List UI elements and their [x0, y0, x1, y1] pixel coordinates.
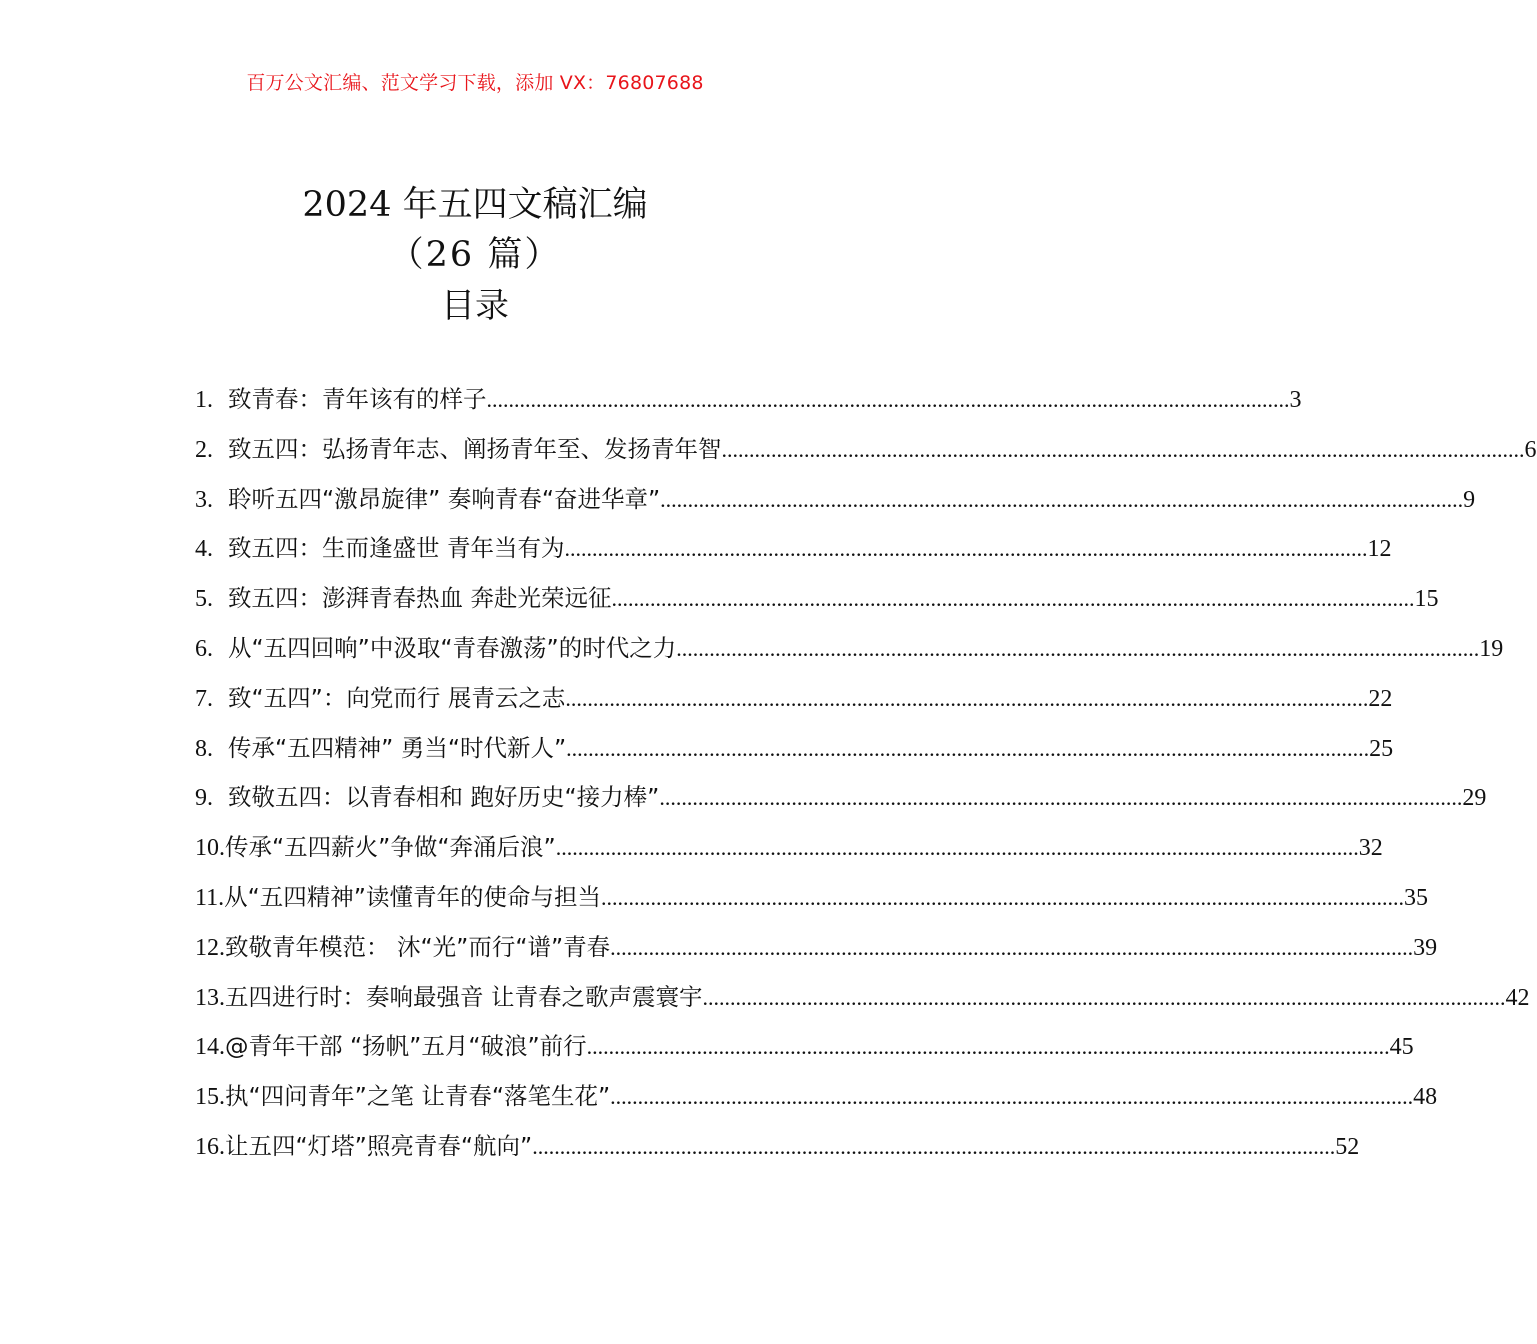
toc-entry-page: 6 [1524, 436, 1537, 463]
toc-entry-page: 39 [1413, 934, 1438, 961]
toc-entry[interactable] [195, 729, 1394, 779]
toc-entry-number: 11. [195, 884, 225, 911]
toc-entry-number: 14. [195, 1034, 225, 1061]
toc-entry[interactable] [195, 828, 1383, 878]
toc-entry-title: 五四进行时：奏响最强音 让青春之歌声震寰宇 [225, 982, 703, 1011]
toc-entry-page: 45 [1389, 1034, 1414, 1061]
toc-entry-page: 12 [1367, 536, 1392, 563]
toc-dot-leader [660, 487, 1463, 513]
toc-entry-page: 25 [1369, 735, 1394, 762]
toc-entry[interactable] [195, 579, 1439, 629]
toc-entry-title: 致五四：弘扬青年志、阐扬青年至、发扬青年智 [228, 434, 722, 463]
toc-entry-title: 致敬青年模范： 沐“光”而行“谱”青春 [225, 932, 611, 961]
toc-entry-number: 15. [195, 1084, 225, 1111]
table-of-contents [195, 380, 1537, 1177]
toc-entry-page: 3 [1289, 387, 1302, 413]
toc-entry-number: 3. [195, 486, 213, 513]
toc-entry-title: 从“五四精神”读懂青年的使命与担当 [224, 882, 601, 911]
toc-entry-title: 致五四：澎湃青春热血 奔赴光荣远征 [228, 584, 612, 613]
header-contact-note: 百万公文汇编、范文学习下载，添加 VX：76807688 [246, 72, 704, 94]
toc-entry[interactable] [195, 778, 1487, 828]
toc-entry-number: 4. [195, 536, 213, 563]
toc-entry[interactable] [195, 629, 1504, 679]
toc-entry-title: 聆听五四“激昂旋律” 奏响青春“奋进华章” [228, 484, 661, 513]
toc-entry-page: 52 [1335, 1133, 1360, 1160]
toc-entry-title: 从“五四回响”中汲取“青春激荡”的时代之力 [228, 633, 677, 662]
toc-entry-title: 传承“五四精神” 勇当“时代新人” [228, 733, 567, 762]
toc-dot-leader [611, 586, 1414, 612]
toc-entry[interactable] [195, 1077, 1438, 1127]
toc-dot-leader [610, 935, 1413, 961]
toc-entry-number: 10. [195, 835, 225, 862]
toc-entry[interactable] [195, 978, 1530, 1028]
toc-entry-number: 16. [195, 1133, 225, 1160]
toc-heading: 目录 [441, 286, 509, 326]
title-block [0, 180, 950, 332]
toc-entry-title: 传承“五四薪火”争做“奔涌后浪” [225, 833, 556, 862]
toc-entry[interactable] [195, 1127, 1360, 1177]
toc-entry-page: 9 [1463, 486, 1476, 513]
toc-entry-title: 让五四“灯塔”照亮青春“航向” [225, 1131, 533, 1160]
toc-entry-page: 19 [1479, 635, 1504, 662]
toc-entry-title: 致五四：生而逢盛世 青年当有为 [228, 534, 565, 563]
toc-entry-title: 致“五四”：向党而行 展青云之志 [228, 683, 566, 712]
toc-entry[interactable] [195, 430, 1537, 480]
toc-entry[interactable] [195, 529, 1392, 579]
toc-dot-leader [722, 437, 1525, 463]
toc-entry-number: 8. [195, 735, 213, 762]
toc-entry[interactable] [195, 878, 1428, 928]
toc-entry-page: 42 [1505, 984, 1530, 1011]
toc-entry-number: 1. [195, 387, 213, 413]
toc-entry-page: 15 [1414, 586, 1439, 613]
toc-entry-page: 32 [1358, 835, 1383, 862]
toc-entry-page: 22 [1368, 685, 1393, 712]
toc-entry-title: 执“四问青年”之笔 让青春“落笔生花” [225, 1082, 611, 1111]
toc-dot-leader [601, 885, 1404, 911]
toc-dot-leader [564, 536, 1367, 562]
toc-dot-leader [532, 1134, 1335, 1160]
toc-entry-page: 29 [1462, 785, 1487, 812]
document-subtitle: （26 篇） [388, 235, 562, 275]
toc-entry-title: 致青春：青年该有的样子 [228, 385, 487, 413]
toc-entry-number: 6. [195, 635, 213, 662]
toc-dot-leader [587, 1034, 1390, 1060]
toc-entry-title: 致敬五四：以青春相和 跑好历史“接力棒” [228, 783, 660, 812]
toc-dot-leader [659, 785, 1462, 811]
toc-entry-number: 9. [195, 785, 213, 812]
toc-entry[interactable] [195, 928, 1438, 978]
toc-entry-page: 35 [1403, 884, 1428, 911]
toc-entry[interactable] [195, 380, 1302, 430]
toc-dot-leader [556, 835, 1359, 861]
toc-entry-number: 12. [195, 934, 225, 961]
toc-entry[interactable] [195, 1027, 1414, 1077]
toc-entry-number: 2. [195, 436, 213, 463]
toc-dot-leader [565, 686, 1368, 712]
toc-entry-page: 48 [1413, 1084, 1438, 1111]
toc-dot-leader [676, 636, 1479, 662]
toc-dot-leader [566, 736, 1369, 762]
toc-entry-title: @青年干部 “扬帆”五月“破浪”前行 [225, 1032, 587, 1061]
toc-entry-number: 5. [195, 586, 213, 613]
toc-entry-number: 7. [195, 685, 213, 712]
document-title: 2024 年五四文稿汇编 [302, 185, 648, 225]
toc-entry[interactable] [195, 480, 1476, 530]
toc-dot-leader [702, 985, 1505, 1011]
toc-dot-leader [487, 387, 1290, 413]
toc-entry-number: 13. [195, 984, 225, 1011]
toc-dot-leader [610, 1084, 1413, 1110]
toc-entry[interactable] [195, 679, 1393, 729]
